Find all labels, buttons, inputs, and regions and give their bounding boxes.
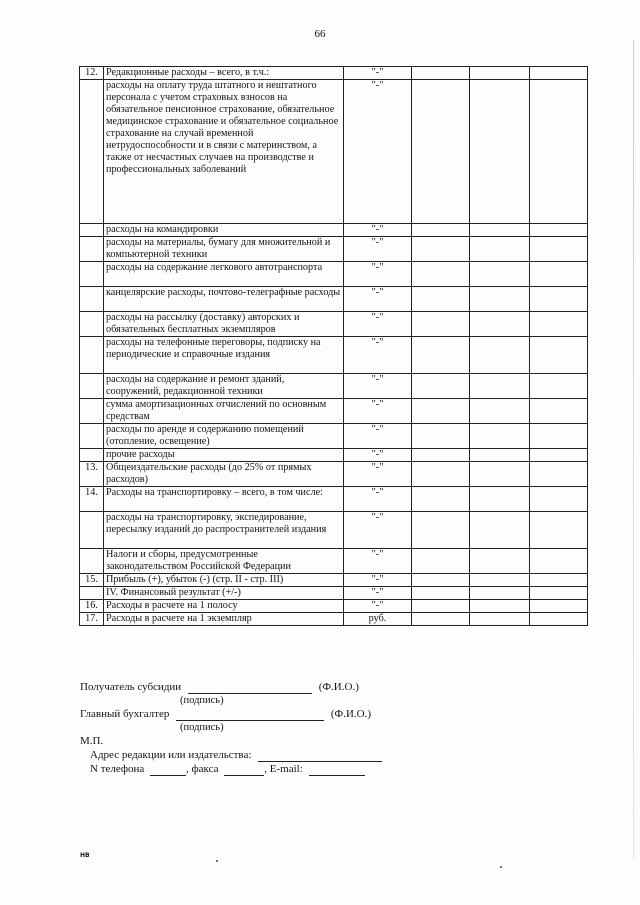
value-cell[interactable] <box>470 487 530 512</box>
phone-label: N телефона <box>90 763 145 775</box>
value-cell[interactable] <box>530 237 588 262</box>
row-number <box>80 287 104 312</box>
table-row <box>80 80 588 224</box>
value-cell[interactable] <box>412 512 470 549</box>
row-number <box>80 549 104 574</box>
row-unit: "-" <box>344 512 412 549</box>
value-cell[interactable] <box>530 462 588 487</box>
row-unit: "-" <box>344 399 412 424</box>
table-row <box>80 600 588 613</box>
row-label: расходы на телефонные переговоры, подписку на периодические и справочные издания <box>104 337 344 374</box>
value-cell[interactable] <box>412 337 470 374</box>
row-label: прочие расходы <box>104 449 344 462</box>
value-cell[interactable] <box>530 374 588 399</box>
row-unit: руб. <box>344 613 412 626</box>
value-cell[interactable] <box>530 424 588 449</box>
value-cell[interactable] <box>530 262 588 287</box>
value-cell[interactable] <box>470 600 530 613</box>
row-label: расходы на содержание и ремонт зданий, сооружений, редакционной техники <box>104 374 344 399</box>
table-row <box>80 399 588 424</box>
table-row <box>80 287 588 312</box>
row-label: Расходы на транспортировку – всего, в том числе: <box>104 487 344 512</box>
value-cell[interactable] <box>412 374 470 399</box>
row-number <box>80 424 104 449</box>
table-row <box>80 262 588 287</box>
value-cell[interactable] <box>470 80 530 224</box>
table-row <box>80 574 588 587</box>
email-field[interactable] <box>309 764 365 776</box>
table-row <box>80 424 588 449</box>
row-number <box>80 374 104 399</box>
row-unit: "-" <box>344 337 412 374</box>
table-row <box>80 613 588 626</box>
value-cell[interactable] <box>412 224 470 237</box>
value-cell[interactable] <box>530 312 588 337</box>
row-label: канцелярские расходы, почтово-телеграфные расходы <box>104 287 344 312</box>
row-number <box>80 587 104 600</box>
table-row <box>80 67 588 80</box>
table-row <box>80 224 588 237</box>
row-number <box>80 312 104 337</box>
row-number <box>80 80 104 224</box>
value-cell[interactable] <box>530 80 588 224</box>
value-cell[interactable] <box>470 287 530 312</box>
value-cell[interactable] <box>412 80 470 224</box>
row-unit: "-" <box>344 487 412 512</box>
address-label: Адрес редакции или издательства: <box>90 749 252 761</box>
value-cell[interactable] <box>412 487 470 512</box>
address-line <box>80 748 580 762</box>
value-cell[interactable] <box>470 224 530 237</box>
row-number: 15. <box>80 574 104 587</box>
row-label: Налоги и сборы, предусмотренные законодательством Российской Федерации <box>104 549 344 574</box>
table-row <box>80 549 588 574</box>
row-unit: "-" <box>344 80 412 224</box>
value-cell[interactable] <box>530 449 588 462</box>
value-cell[interactable] <box>470 374 530 399</box>
row-unit: "-" <box>344 587 412 600</box>
table-row <box>80 587 588 600</box>
row-label: Прибыль (+), убыток (-) (стр. II - стр. III) <box>104 574 344 587</box>
value-cell[interactable] <box>412 613 470 626</box>
recipient-line <box>80 680 580 694</box>
value-cell[interactable] <box>530 399 588 424</box>
value-cell[interactable] <box>470 262 530 287</box>
value-cell[interactable] <box>470 399 530 424</box>
row-number <box>80 337 104 374</box>
value-cell[interactable] <box>412 287 470 312</box>
value-cell[interactable] <box>470 587 530 600</box>
value-cell[interactable] <box>412 67 470 80</box>
value-cell[interactable] <box>470 449 530 462</box>
scan-dot <box>216 860 218 862</box>
value-cell[interactable] <box>530 67 588 80</box>
accountant-fio: (Ф.И.О.) <box>330 708 372 720</box>
row-number: 16. <box>80 600 104 613</box>
row-unit: "-" <box>344 224 412 237</box>
phone-field[interactable] <box>150 764 186 776</box>
value-cell[interactable] <box>530 549 588 574</box>
value-cell[interactable] <box>412 449 470 462</box>
value-cell[interactable] <box>470 424 530 449</box>
row-number <box>80 237 104 262</box>
table-row <box>80 462 588 487</box>
value-cell[interactable] <box>412 424 470 449</box>
accountant-signature-field[interactable] <box>176 709 324 721</box>
email-label: , E-mail: <box>264 763 303 775</box>
row-number <box>80 262 104 287</box>
row-number: 17. <box>80 613 104 626</box>
row-unit: "-" <box>344 237 412 262</box>
row-label: расходы на транспортировку, экспедирование, пересылку изданий до распространителей издания <box>104 512 344 549</box>
row-unit: "-" <box>344 600 412 613</box>
row-number <box>80 399 104 424</box>
value-cell[interactable] <box>470 549 530 574</box>
row-number <box>80 224 104 237</box>
signature-caption-1: (подпись) <box>180 695 224 706</box>
table-row <box>80 512 588 549</box>
row-label: Общеиздательские расходы (до 25% от прямых расходов) <box>104 462 344 487</box>
accountant-line <box>80 707 580 721</box>
row-number <box>80 449 104 462</box>
value-cell[interactable] <box>470 512 530 549</box>
table-row <box>80 487 588 512</box>
row-unit: "-" <box>344 462 412 487</box>
recipient-signature-field[interactable] <box>188 682 312 694</box>
value-cell[interactable] <box>412 462 470 487</box>
row-unit: "-" <box>344 449 412 462</box>
value-cell[interactable] <box>530 587 588 600</box>
row-label: сумма амортизационных отчислений по основным средствам <box>104 399 344 424</box>
table-row <box>80 312 588 337</box>
value-cell[interactable] <box>470 67 530 80</box>
scan-edge <box>633 40 634 860</box>
value-cell[interactable] <box>412 237 470 262</box>
value-cell[interactable] <box>412 262 470 287</box>
value-cell[interactable] <box>412 549 470 574</box>
row-label: Редакционные расходы – всего, в т.ч.: <box>104 67 344 80</box>
page-number: 66 <box>314 28 326 40</box>
recipient-label: Получатель субсидии <box>80 681 182 693</box>
row-label: расходы по аренде и содержанию помещений (отопление, освещение) <box>104 424 344 449</box>
row-unit: "-" <box>344 262 412 287</box>
row-unit: "-" <box>344 549 412 574</box>
value-cell[interactable] <box>412 574 470 587</box>
signature-block <box>80 680 580 776</box>
fax-label: , факса <box>186 763 219 775</box>
row-unit: "-" <box>344 67 412 80</box>
row-label: расходы на рассылку (доставку) авторских и обязательных бесплатных экземпляров <box>104 312 344 337</box>
row-label: IV. Финансовый результат (+/-) <box>104 587 344 600</box>
table-row <box>80 237 588 262</box>
contacts-line <box>80 762 580 776</box>
value-cell[interactable] <box>470 574 530 587</box>
value-cell[interactable] <box>470 462 530 487</box>
value-cell[interactable] <box>470 237 530 262</box>
value-cell[interactable] <box>530 224 588 237</box>
row-label: расходы на содержание легкового автотранспорта <box>104 262 344 287</box>
footer-mark: НВ <box>80 852 90 859</box>
table-row <box>80 449 588 462</box>
value-cell[interactable] <box>530 337 588 374</box>
stamp-placeholder: М.П. <box>80 735 104 747</box>
recipient-fio: (Ф.И.О.) <box>318 681 359 693</box>
value-cell[interactable] <box>412 600 470 613</box>
value-cell[interactable] <box>412 399 470 424</box>
accountant-label: Главный бухгалтер <box>80 708 170 720</box>
row-unit: "-" <box>344 287 412 312</box>
row-number: 12. <box>80 67 104 80</box>
table-row <box>80 337 588 374</box>
value-cell[interactable] <box>530 512 588 549</box>
row-number: 14. <box>80 487 104 512</box>
row-unit: "-" <box>344 312 412 337</box>
row-number: 13. <box>80 462 104 487</box>
row-label: Расходы в расчете на 1 экземпляр <box>104 613 344 626</box>
value-cell[interactable] <box>470 337 530 374</box>
row-label: расходы на оплату труда штатного и нештатного персонала с учетом страховых взносов на обязательное пенсионное страхование, обязательное медицинское страхование и обязательное социальное страхование на случай временной нетрудоспособности и в связи с материнством, а также от несчастных случаев на производстве и профессиональных заболеваний <box>104 80 344 224</box>
address-field[interactable] <box>258 750 382 762</box>
value-cell[interactable] <box>530 613 588 626</box>
row-unit: "-" <box>344 574 412 587</box>
row-number <box>80 512 104 549</box>
row-label: расходы на командировки <box>104 224 344 237</box>
value-cell[interactable] <box>470 312 530 337</box>
value-cell[interactable] <box>470 613 530 626</box>
scan-dot <box>500 866 502 868</box>
budget-table <box>79 66 588 626</box>
fax-field[interactable] <box>224 764 264 776</box>
value-cell[interactable] <box>412 587 470 600</box>
row-label: расходы на материалы, бумагу для множительной и компьютерной техники <box>104 237 344 262</box>
row-label: Расходы в расчете на 1 полосу <box>104 600 344 613</box>
table-row <box>80 374 588 399</box>
row-unit: "-" <box>344 374 412 399</box>
row-unit: "-" <box>344 424 412 449</box>
value-cell[interactable] <box>530 487 588 512</box>
value-cell[interactable] <box>530 287 588 312</box>
value-cell[interactable] <box>412 312 470 337</box>
value-cell[interactable] <box>530 600 588 613</box>
signature-caption-2: (подпись) <box>180 722 224 733</box>
value-cell[interactable] <box>530 574 588 587</box>
